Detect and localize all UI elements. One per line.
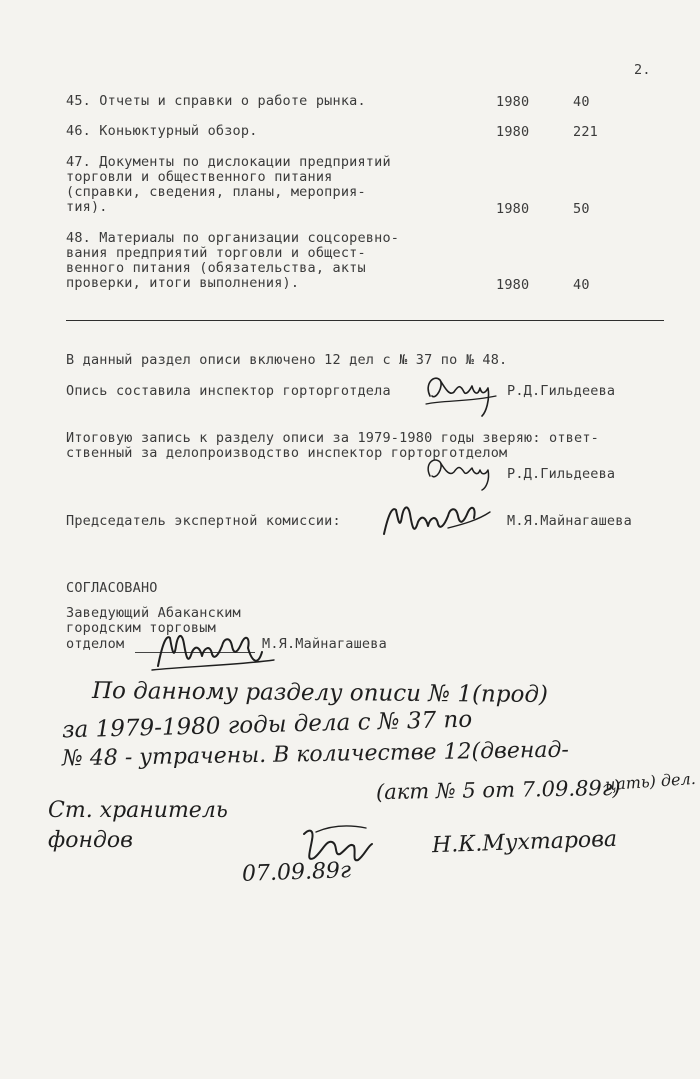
- entry-text-line: 45. Отчеты и справки о работе рынка.: [66, 93, 366, 109]
- verifier-name: Р.Д.Гильдеева: [507, 466, 616, 482]
- entry-text-line: венного питания (обязательства, акты: [66, 260, 366, 276]
- entry-year: 1980: [496, 201, 530, 217]
- verification-text-line1: Итоговую запись к разделу описи за 1979-1980 годы зверяю: ответ-: [66, 430, 599, 446]
- entry-year: 1980: [496, 277, 530, 293]
- approval-line1: Заведующий Абаканским: [66, 605, 241, 621]
- approval-line2: городским торговым: [66, 620, 216, 636]
- entry-text-line: тия).: [66, 199, 108, 215]
- entry-count: 40: [573, 277, 590, 293]
- entry-count: 40: [573, 94, 590, 110]
- verification-text-line2: ственный за делопроизводство инспектор горторготделом: [66, 445, 508, 461]
- entry-count: 221: [573, 124, 598, 140]
- compiler-name: Р.Д.Гильдеева: [507, 383, 616, 399]
- entry-text-line: 46. Коньюктурный обзор.: [66, 123, 258, 139]
- entry-text-line: 48. Материалы по организации соцсоревно-: [66, 230, 400, 246]
- compiler-signature: [420, 366, 504, 420]
- entry-text-line: вания предприятий торговли и общест-: [66, 245, 366, 261]
- approval-title: СОГЛАСОВАНО: [66, 580, 158, 596]
- page-number: 2.: [634, 62, 651, 78]
- custodian-name: Н.К.Мухтарова: [431, 826, 618, 859]
- entry-count: 50: [573, 201, 590, 217]
- handwritten-line1: По данному разделу описи № 1(прод): [91, 678, 549, 708]
- compiled-by-text: Опись составила инспектор горторготдела: [66, 383, 391, 399]
- entry-year: 1980: [496, 124, 530, 140]
- chairman-signature: [378, 496, 496, 548]
- entry-text-line: (справки, сведения, планы, мероприя-: [66, 184, 366, 200]
- handwritten-date: 07.09.89г: [241, 858, 352, 887]
- custodian-position-line2: фондов: [48, 828, 133, 853]
- entry-text-line: торговли и общественного питания: [66, 169, 333, 185]
- chairman-text: Председатель экспертной комиссии:: [66, 513, 341, 529]
- handwritten-line2: за 1979-1980 годы дела с № 37 по: [61, 706, 473, 744]
- section-divider: [66, 320, 664, 321]
- custodian-position-line1: Ст. хранитель: [48, 798, 228, 823]
- handwritten-line4: цать) дел.: [604, 768, 697, 795]
- entry-year: 1980: [496, 94, 530, 110]
- approval-name: М.Я.Майнагашева: [262, 636, 387, 652]
- handwritten-line5: (акт № 5 от 7.09.89г): [375, 775, 621, 805]
- approval-signature: [148, 622, 280, 676]
- entry-text-line: 47. Документы по дислокации предприятий: [66, 154, 391, 170]
- entry-text-line: проверки, итоги выполнения).: [66, 275, 300, 291]
- chairman-name: М.Я.Майнагашева: [507, 513, 632, 529]
- approval-line3-label: отделом: [66, 636, 125, 652]
- included-count-text: В данный раздел описи включено 12 дел с № 37 по № 48.: [66, 352, 508, 368]
- verifier-signature: [422, 450, 502, 494]
- handwritten-line3: № 48 - утрачены. В количестве 12(двенад-: [61, 737, 570, 772]
